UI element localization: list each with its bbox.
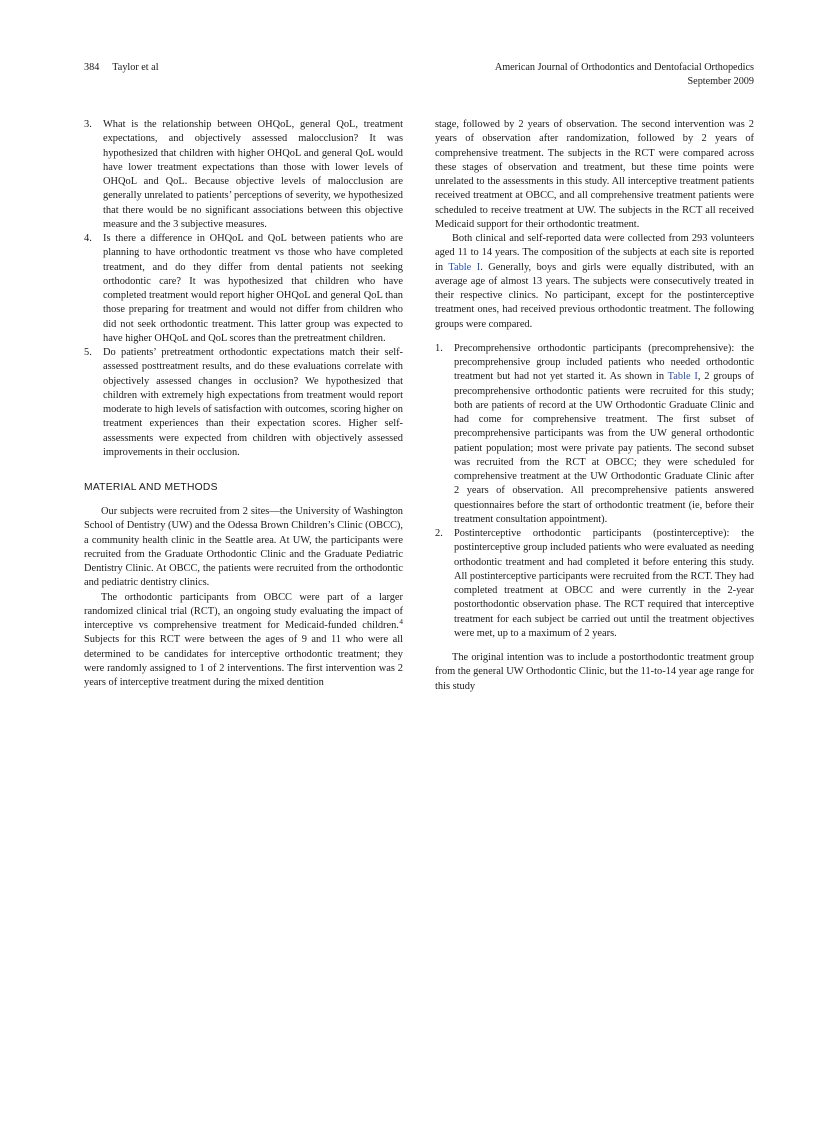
list-item <box>435 527 754 641</box>
spacer <box>435 641 754 651</box>
list-item-number: 1. <box>435 342 443 354</box>
paragraph-text-part-1: Both clinical and self-reported data were collected from 293 volunteers aged 11 to 14 years. The composition of the subjects at each site is reported in <box>435 233 754 273</box>
issue-date: September 2009 <box>687 76 754 87</box>
table-1-link[interactable]: Table I <box>667 371 698 383</box>
paragraph-text-part-1: The orthodontic participants from OBCC were part of a larger randomized clinical trial (RCT), an ongoing study evaluating the impact of interceptive vs comprehensive treatment for Medicaid-funded children. <box>84 591 403 631</box>
body-columns <box>84 118 754 694</box>
list-item-text-part-1: Precomprehensive orthodontic participants (precomprehensive): the precomprehensive group included patients who needed orthodontic treatment but had not yet started it. As shown in <box>454 342 754 383</box>
paragraph-text-part-2: . Generally, boys and girls were equally distributed, with an average age of almost 13 years. The subjects were consecutively treated in their respective clinics. No participant, except for the postinterceptive treatment ones, had received previous orthodontic treatment. The following groups were compared. <box>435 261 754 330</box>
study-groups-list <box>435 342 754 641</box>
running-head <box>84 61 754 89</box>
page-number: 384 <box>84 62 100 73</box>
paragraph-recruitment-sites: Our subjects were recruited from 2 sites—the University of Washington School of Dentistry (UW) and the Odessa Brown Children’s Clinic (OBCC), a community health clinic in the Seattle area. At UW, the participants were recruited from the Graduate Orthodontic Clinic and the Graduate Pediatric Dentistry Clinic. At OBCC, the patients were recruited from the orthodontic and pediatric dentistry clinics. <box>84 506 403 589</box>
paragraph-data-collection <box>435 232 754 332</box>
list-item-number: 5. <box>84 347 92 358</box>
list-item-text-part-2: , 2 groups of precomprehensive orthodontic patients were recruited for this study; both are patients of record at the UW Orthodontic Graduate Clinic and had come for comprehensive treatment. The first subset of precomprehensive participants was from the UW general orthodontic patient population; most were private pay patients. The second subset was recruited from the RCT at OBCC; they were scheduled for comprehensive treatment at the UW Orthodontic Graduate Clinic after 2 years of observation. All precomprehensive patients answered questionnaires before the start of orthodontic treatment (ie, before their treatment consultation appointment). <box>454 371 754 525</box>
list-item <box>84 346 403 460</box>
paragraph-original-intention: The original intention was to include a postorthodontic treatment group from the general UW Orthodontic Clinic, but the 11-to-14 year age range for this study <box>435 652 754 692</box>
list-item <box>84 232 403 346</box>
running-head-right <box>495 61 754 89</box>
paragraph-rct-background <box>84 591 403 691</box>
list-item-number: 2. <box>435 528 443 539</box>
list-item-text: Is there a difference in OHQoL and QoL between patients who are planning to have orthodontic treatment vs those who have completed treatment, and do they differ from dental patients not seeking orthodontic care? It was hypothesized that children who have completed treatment would report higher OHQoL and general QoL than those preparing for treatment and would not differ from children who did not seek orthodontic treatment. This latter group was expected to have higher OHQoL and QoL scores than the pretreatment children. <box>103 233 403 344</box>
section-heading-material-and-methods: MATERIAL AND METHODS <box>84 482 218 493</box>
reference-marker: 4 <box>399 617 403 626</box>
list-item-text: What is the relationship between OHQoL, general QoL, treatment expectations, and objectively assessed malocclusion? It was hypothesized that children with higher OHQoL and general QoL would have lower treatment expectations than those with lower levels of OHQoL and QoL. Because objective levels of malocclusion are generally unrelated to patients’ perceptions of severity, we hypothesized that there would be no significant associations between this objective measure and the 3 subjective measures. <box>103 119 403 230</box>
list-item <box>84 118 403 232</box>
spacer <box>84 495 403 505</box>
paragraph-rct-continued: stage, followed by 2 years of observation. The second intervention was 2 years of observation after randomization, followed by 2 years of comprehensive treatment. The subjects in the RCT were compared across these stages of observation and treatment, but these time points were unrelated to the assessments in this study. All interceptive treatment patients received treatment at OBCC, and all comprehensive treatment patients were scheduled to receive treatment at UW. The subjects in the RCT all received Medicaid support for their orthodontic treatment. <box>435 119 754 230</box>
running-head-left <box>84 61 159 75</box>
list-item <box>435 342 754 527</box>
left-column <box>84 118 403 694</box>
list-item-number: 4. <box>84 233 92 244</box>
table-1-link[interactable]: Table I <box>448 261 481 273</box>
list-item-text: Do patients’ pretreatment orthodontic expectations match their self-assessed posttreatment results, and do these evaluations correlate with objectively assessed changes in occlusion? We hypothesized that children with extremely high expectations from treatment would report moderate to high levels of satisfaction with outcomes, scoring higher on treatment experiences than their expectation scores. Higher self-assessments were expected from children with objectively assessed improvements in their occlusion. <box>103 347 403 458</box>
list-item-number: 3. <box>84 119 92 130</box>
spacer <box>435 332 754 342</box>
list-item-text: Postinterceptive orthodontic participants (postinterceptive): the postinterceptive group included patients who were evaluated as needing orthodontic treatment and had completed it before entering this study. All postinterceptive participants were recruited from the RCT. They had completed treatment at OBCC and were currently in the 2-year postorthodontic observation phase. The RCT required that interceptive treatment for each subject be carried out until the treatment objectives were met, up to a maximum of 2 years. <box>454 528 754 639</box>
spacer <box>84 460 403 481</box>
right-column <box>435 118 754 694</box>
list-item-text <box>454 342 754 527</box>
research-questions-list <box>84 118 403 460</box>
running-head-author: Taylor et al <box>112 62 159 73</box>
paragraph-text-part-2: Subjects for this RCT were between the ages of 9 and 11 who were all determined to be candidates for interceptive orthodontic treatment; they were randomly assigned to 1 of 2 interventions. The first intervention was 2 years of interceptive treatment during the mixed dentition <box>84 634 403 688</box>
journal-title: American Journal of Orthodontics and Dentofacial Orthopedics <box>494 62 754 73</box>
